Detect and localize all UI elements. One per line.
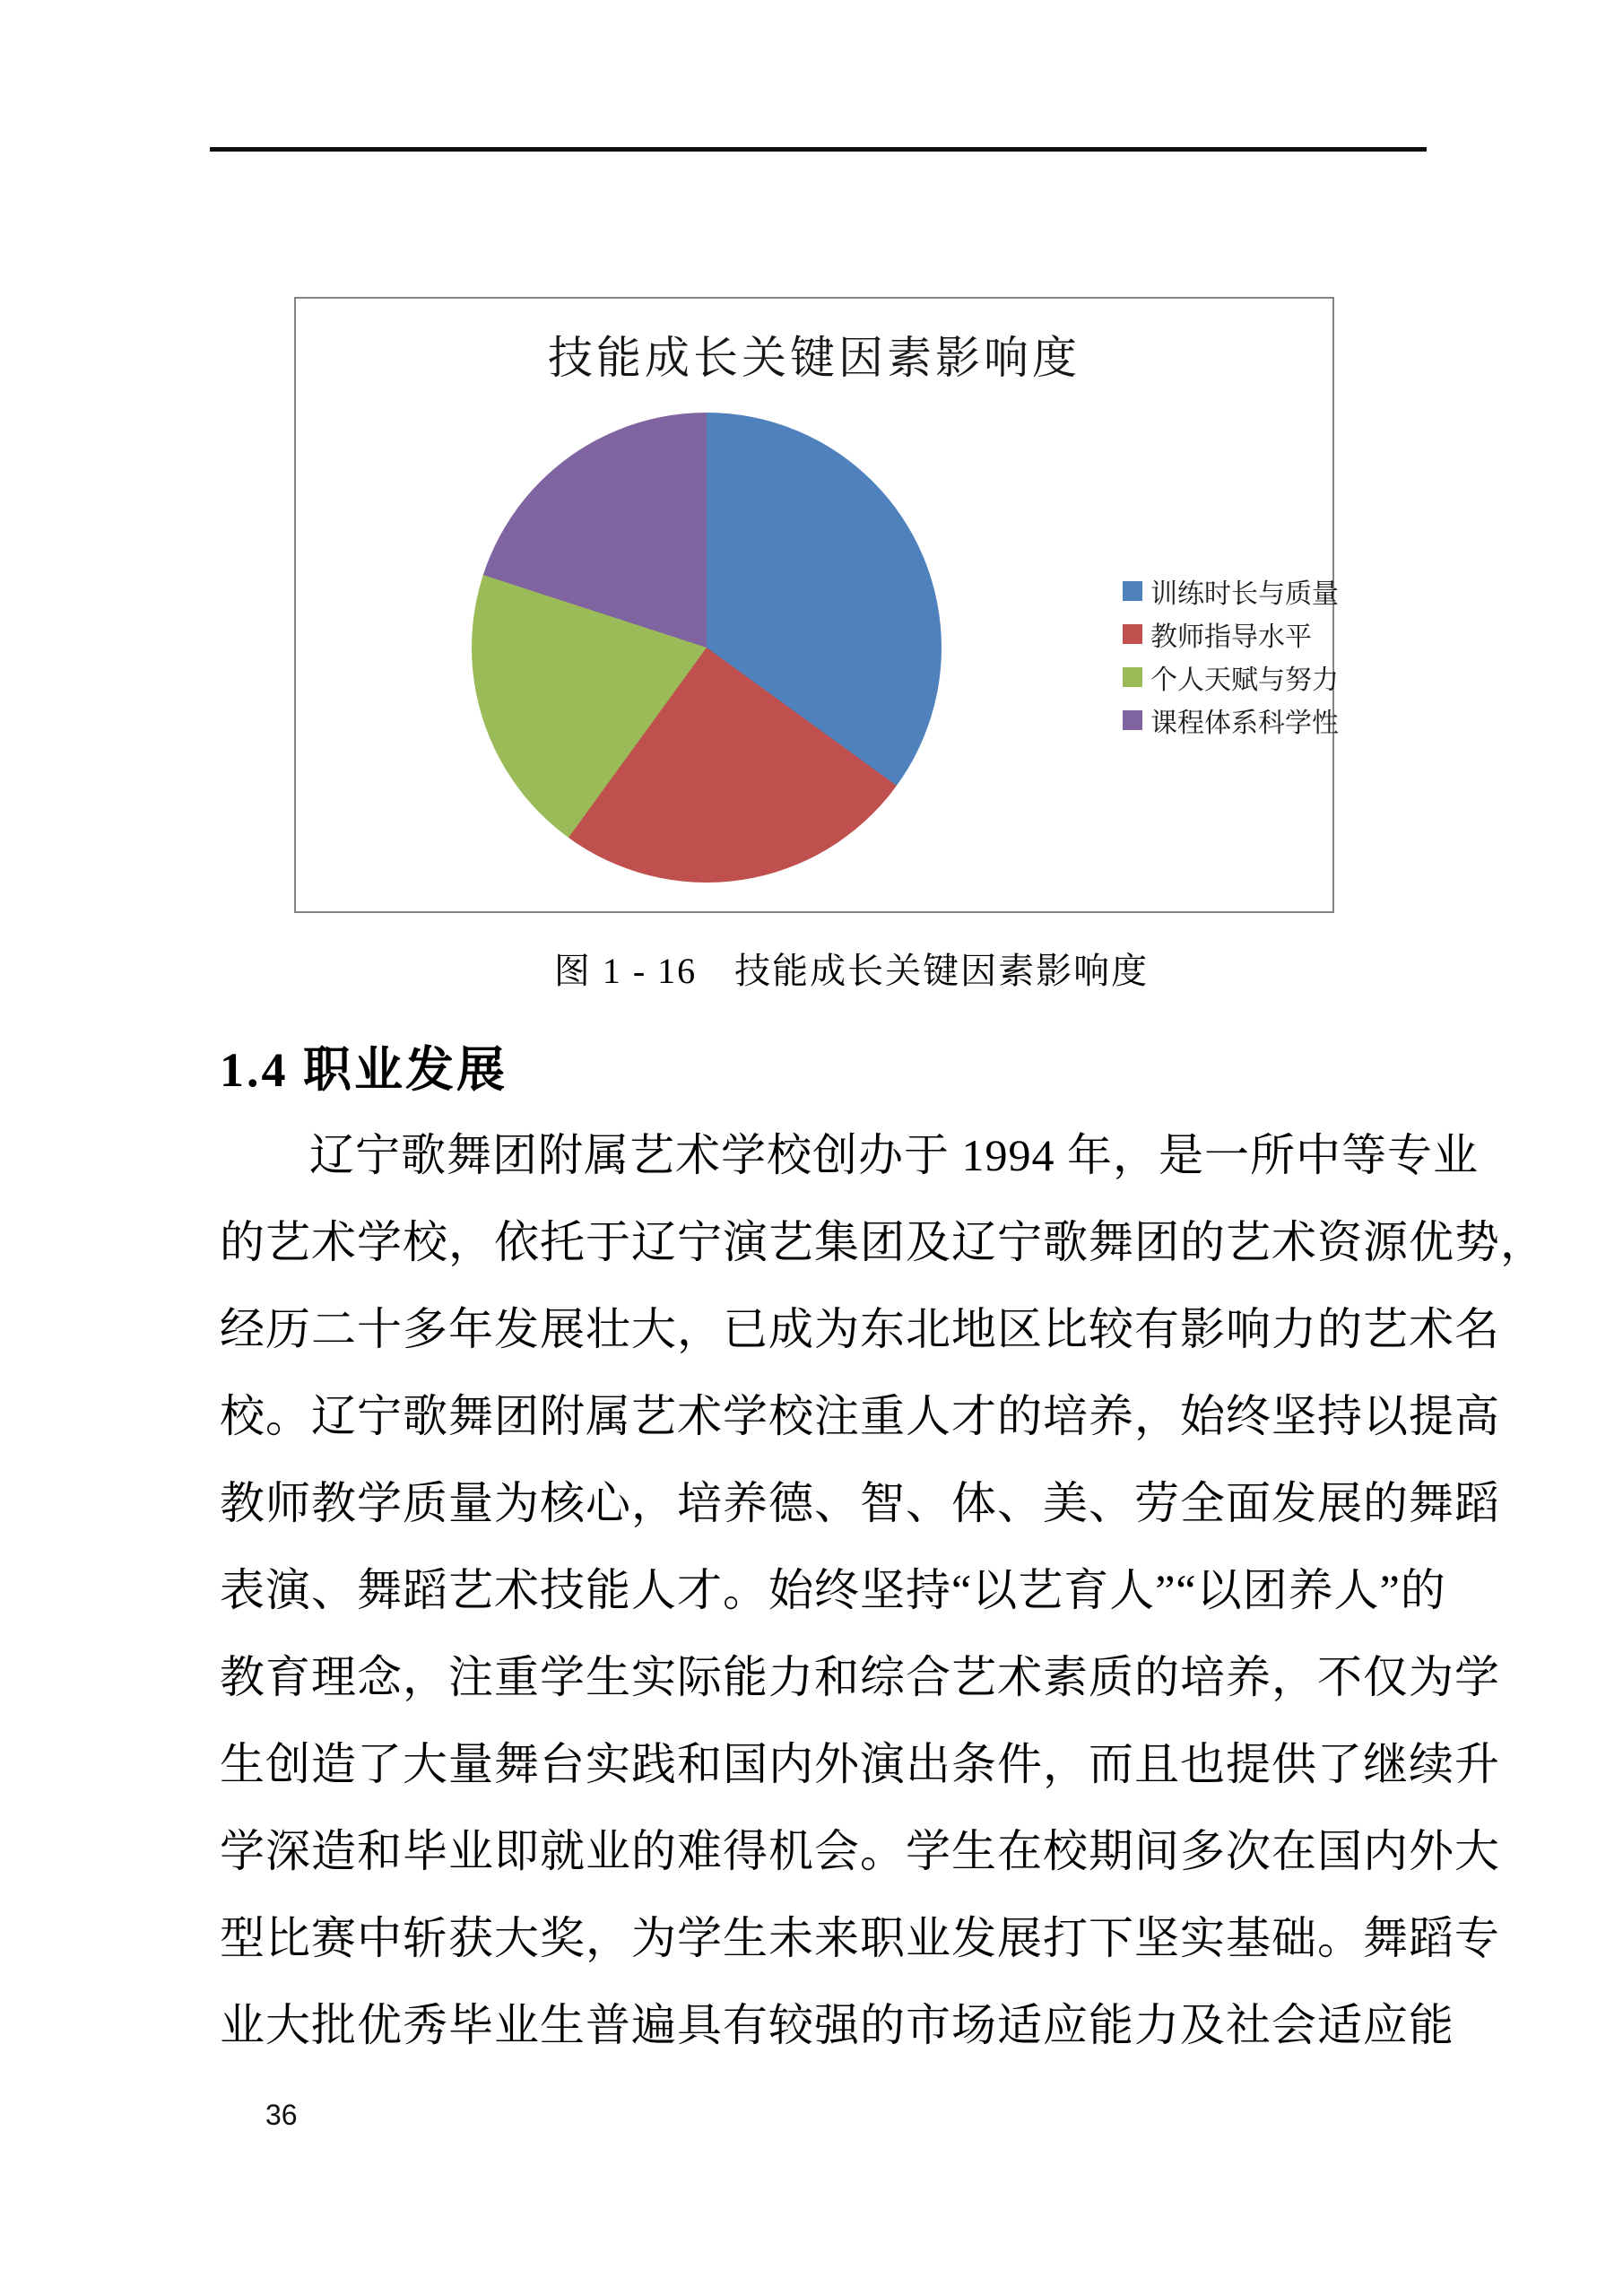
- body-line: 的艺术学校，依托于辽宁演艺集团及辽宁歌舞团的艺术资源优势，: [220, 1217, 1546, 1267]
- body-paragraph: [220, 1112, 1546, 2069]
- legend-label: 训练时长与质量: [1150, 579, 1339, 609]
- legend-color-marker: [1123, 710, 1142, 730]
- body-line: 教师教学质量为核心，培养德、智、体、美、劳全面发展的舞蹈: [220, 1478, 1500, 1528]
- body-line: 型比赛中斩获大奖，为学生未来职业发展打下坚实基础。舞蹈专: [220, 1913, 1500, 1963]
- pie-chart: [472, 413, 942, 883]
- body-line: 经历二十多年发展壮大，已成为东北地区比较有影响力的艺术名: [220, 1304, 1500, 1354]
- legend-label: 课程体系科学性: [1150, 709, 1339, 738]
- legend-label: 个人天赋与努力: [1150, 665, 1339, 695]
- legend-label: 教师指导水平: [1150, 622, 1312, 652]
- section-heading: 1.4 职业发展: [220, 1043, 508, 1097]
- body-line: 表演、舞蹈艺术技能人才。始终坚持“以艺育人”“以团养人”的: [220, 1565, 1446, 1615]
- figure-caption: 图 1 - 16 技能成长关键因素影响度: [553, 951, 1150, 991]
- body-line: 生创造了大量舞台实践和国内外演出条件，而且也提供了继续升: [220, 1739, 1500, 1789]
- body-line: 业大批优秀毕业生普遍具有较强的市场适应能力及社会适应能: [220, 2000, 1454, 2050]
- page-number: 36: [265, 2099, 298, 2131]
- chart-legend: [1123, 577, 1339, 738]
- legend-color-marker: [1123, 581, 1142, 601]
- chart-title: 技能成长关键因素影响度: [548, 333, 1081, 383]
- chart-figure: [294, 297, 1339, 913]
- body-line: 教育理念，注重学生实际能力和综合艺术素质的培养，不仅为学: [220, 1652, 1500, 1702]
- body-line: 学深造和毕业即就业的难得机会。学生在校期间多次在国内外大: [220, 1826, 1500, 1876]
- header-rule: [210, 147, 1427, 152]
- body-line: 校。辽宁歌舞团附属艺术学校注重人才的培养，始终坚持以提高: [220, 1391, 1500, 1441]
- legend-item: [1123, 577, 1339, 609]
- legend-color-marker: [1123, 667, 1142, 687]
- legend-item: [1123, 620, 1339, 652]
- legend-item: [1123, 706, 1339, 738]
- legend-item: [1123, 663, 1339, 695]
- legend-color-marker: [1123, 624, 1142, 644]
- body-line: 辽宁歌舞团附属艺术学校创办于 1994 年，是一所中等专业: [309, 1130, 1479, 1180]
